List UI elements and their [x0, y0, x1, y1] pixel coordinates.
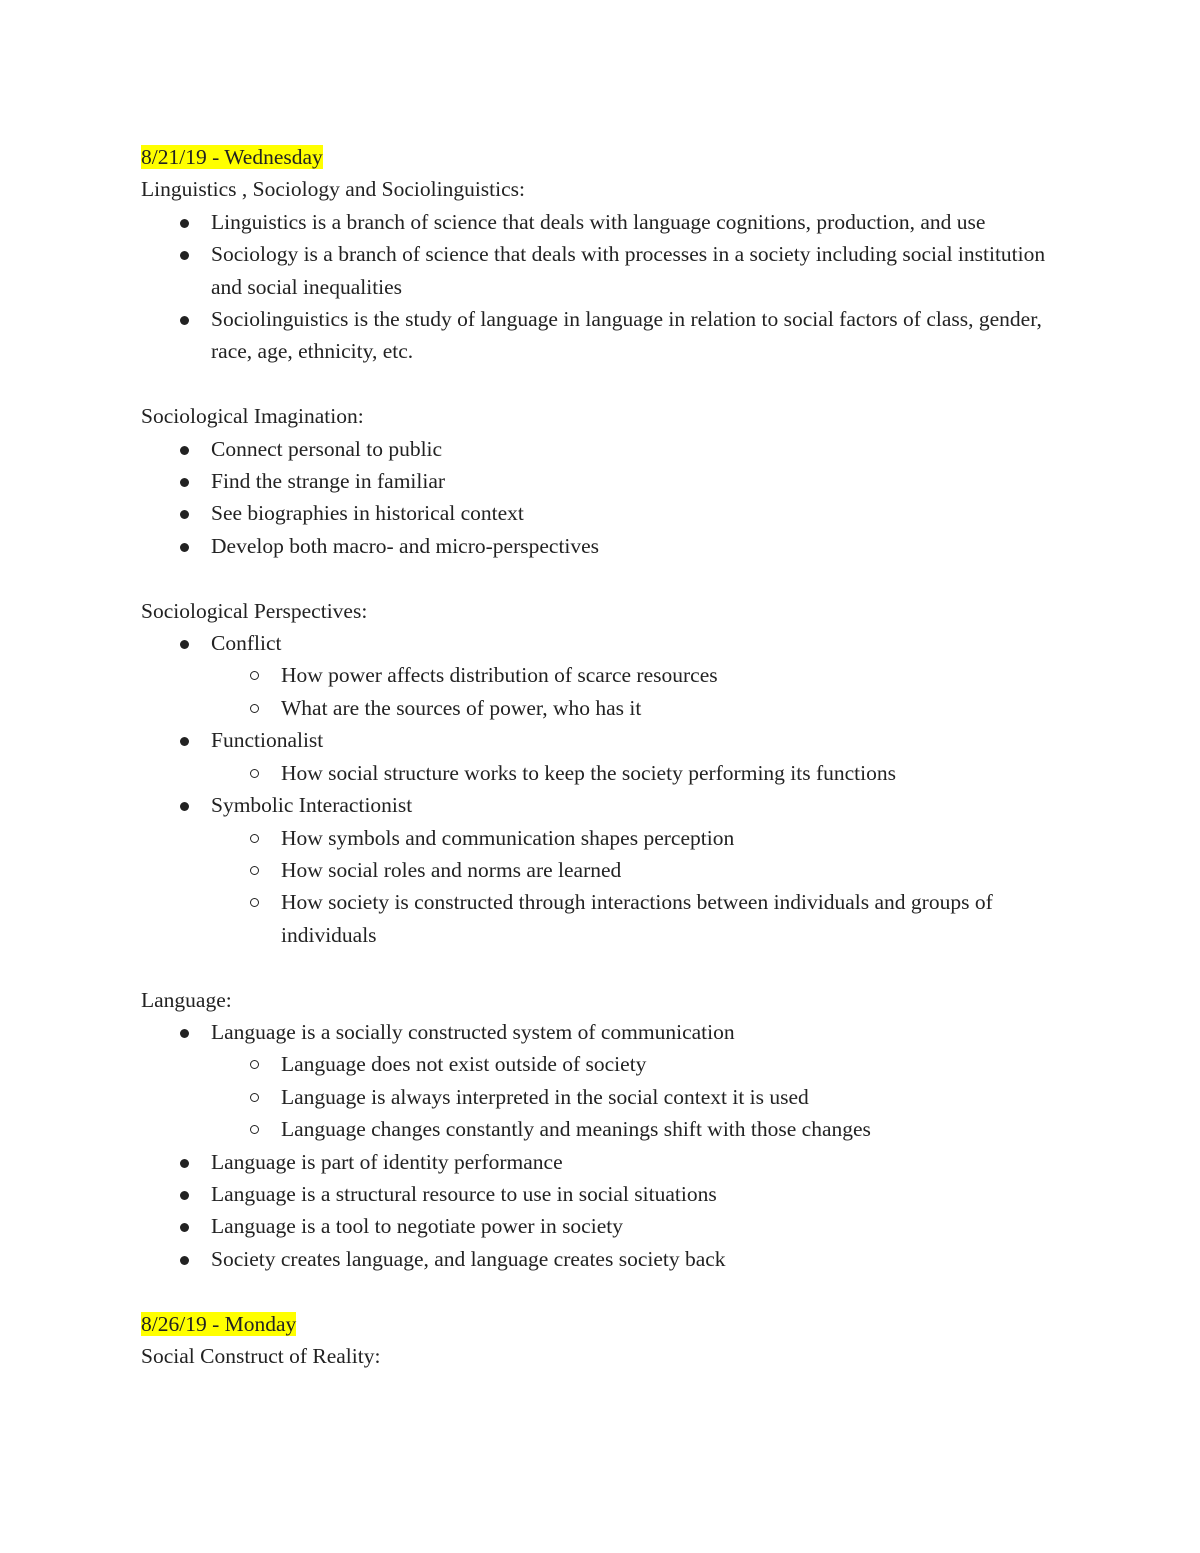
sub-list-item: How social structure works to keep the society performing its functions — [281, 757, 1061, 789]
list-item: See biographies in historical context — [211, 497, 1061, 529]
spacer — [141, 562, 1061, 594]
sub-list-item: Language is always interpreted in the social context it is used — [281, 1081, 1061, 1113]
bullet-list — [141, 627, 1061, 951]
list-item: Language is a structural resource to use in social situations — [211, 1178, 1061, 1210]
bullet-list — [141, 433, 1061, 563]
sub-bullet-list — [211, 822, 1061, 952]
list-item: Connect personal to public — [211, 433, 1061, 465]
bullet-circle-icon — [250, 704, 259, 713]
date-highlight: 8/21/19 - Wednesday — [141, 145, 323, 169]
bullet-dot-icon — [180, 802, 189, 811]
topic-heading: Language: — [141, 987, 232, 1012]
list-item: Develop both macro- and micro-perspectives — [211, 530, 1061, 562]
topic-heading: Social Construct of Reality: — [141, 1343, 381, 1368]
sub-bullet-list — [211, 659, 1061, 724]
topic-heading: Linguistics , Sociology and Sociolinguistics: — [141, 177, 526, 202]
bullet-dot-icon — [180, 316, 189, 325]
sub-bullet-list — [211, 1048, 1061, 1145]
bullet-list — [141, 1016, 1061, 1275]
bullet-dot-icon — [180, 478, 189, 487]
topic-heading: Sociological Perspectives: — [141, 598, 368, 623]
bullet-dot-icon — [180, 1029, 189, 1038]
bullet-dot-icon — [180, 1159, 189, 1168]
list-item: Sociolinguistics is the study of language in language in relation to social factors of class, gender, race, age, ethnicity, etc. — [211, 303, 1061, 368]
list-item: Linguistics is a branch of science that deals with language cognitions, production, and use — [211, 206, 1061, 238]
list-item: Society creates language, and language creates society back — [211, 1243, 1061, 1275]
list-item: Language is part of identity performance — [211, 1146, 1061, 1178]
bullet-dot-icon — [180, 1191, 189, 1200]
sub-list-item: How social roles and norms are learned — [281, 854, 1061, 886]
spacer — [141, 951, 1061, 983]
bullet-dot-icon — [180, 446, 189, 455]
date-heading — [141, 141, 1061, 173]
bullet-list — [141, 206, 1061, 368]
topic-heading: Sociological Imagination: — [141, 404, 364, 429]
bullet-dot-icon — [180, 219, 189, 228]
sub-list-item: How society is constructed through interactions between individuals and groups of individuals — [281, 886, 1061, 951]
document-page — [141, 141, 1061, 1372]
bullet-circle-icon — [250, 671, 259, 680]
bullet-circle-icon — [250, 1125, 259, 1134]
bullet-circle-icon — [250, 1093, 259, 1102]
bullet-dot-icon — [180, 1223, 189, 1232]
sub-list-item: Language changes constantly and meanings shift with those changes — [281, 1113, 1061, 1145]
list-item: Sociology is a branch of science that deals with processes in a society including social institution and social inequalities — [211, 238, 1061, 303]
list-item: Language is a socially constructed system of communication Language does not exist outside of society Language is always interpreted in the social context it is used Language changes constantly and meanings shift with those changes — [211, 1016, 1061, 1146]
bullet-circle-icon — [250, 866, 259, 875]
sub-list-item: Language does not exist outside of society — [281, 1048, 1061, 1080]
date-heading — [141, 1308, 1061, 1340]
bullet-dot-icon — [180, 510, 189, 519]
sub-list-item: What are the sources of power, who has it — [281, 692, 1061, 724]
bullet-circle-icon — [250, 769, 259, 778]
list-item: Find the strange in familiar — [211, 465, 1061, 497]
bullet-dot-icon — [180, 543, 189, 552]
sub-list-item: How power affects distribution of scarce resources — [281, 659, 1061, 691]
list-item: Symbolic Interactionist How symbols and communication shapes perception How social roles and norms are learned How society is constructed through interactions between individuals and groups of individuals — [211, 789, 1061, 951]
spacer — [141, 1275, 1061, 1307]
bullet-dot-icon — [180, 640, 189, 649]
sub-bullet-list — [211, 757, 1061, 789]
list-item: Conflict How power affects distribution of scarce resources What are the sources of power, who has it — [211, 627, 1061, 724]
list-item: Functionalist How social structure works to keep the society performing its functions — [211, 724, 1061, 789]
bullet-circle-icon — [250, 898, 259, 907]
date-highlight: 8/26/19 - Monday — [141, 1311, 297, 1336]
bullet-dot-icon — [180, 1256, 189, 1265]
bullet-circle-icon — [250, 1060, 259, 1069]
list-item: Language is a tool to negotiate power in society — [211, 1210, 1061, 1242]
bullet-dot-icon — [180, 737, 189, 746]
bullet-dot-icon — [180, 251, 189, 260]
sub-list-item: How symbols and communication shapes perception — [281, 822, 1061, 854]
spacer — [141, 368, 1061, 400]
bullet-circle-icon — [250, 834, 259, 843]
